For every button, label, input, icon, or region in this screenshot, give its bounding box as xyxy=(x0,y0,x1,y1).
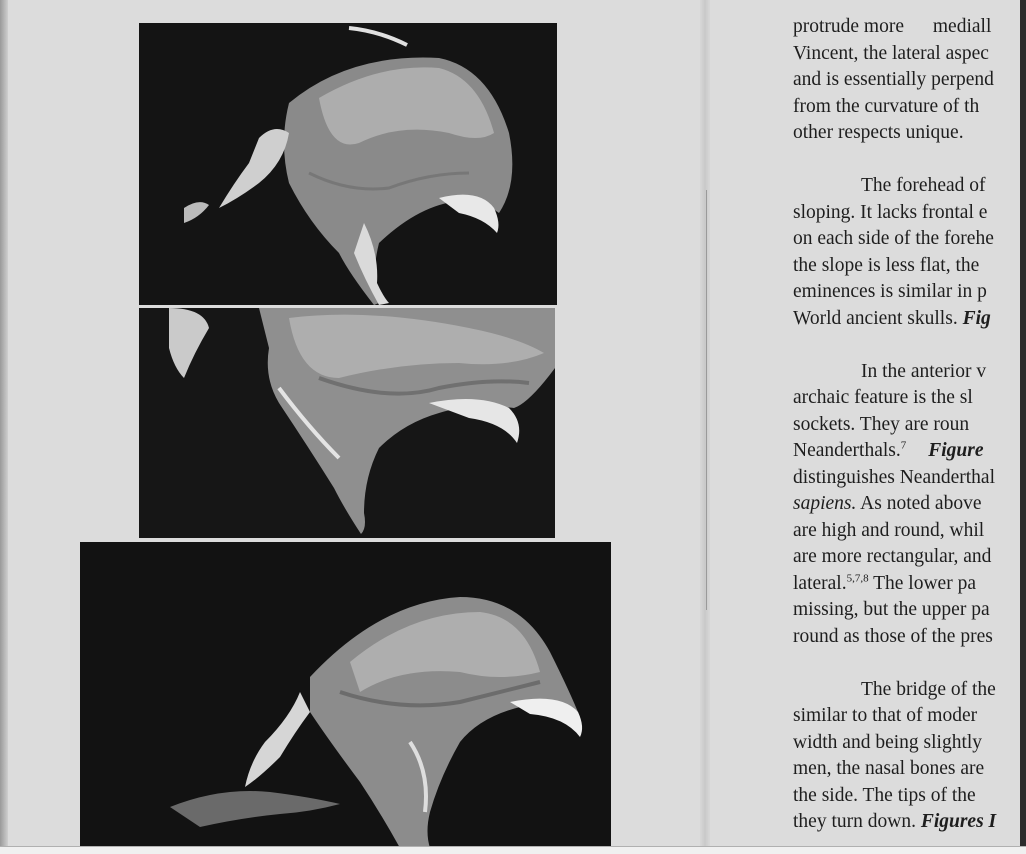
text-line: on each side of the forehe xyxy=(793,228,994,249)
citation-superscript: 5,7,8 xyxy=(846,572,869,584)
text-line: the slope is less flat, the xyxy=(793,254,980,276)
paragraph-gap xyxy=(793,650,1026,677)
text-line: The forehead of xyxy=(861,175,986,196)
text-line xyxy=(793,438,1026,465)
text-line: round as those of the pres xyxy=(793,625,993,647)
page-edge-right xyxy=(1020,0,1026,853)
text-line: missing, but the upper pa xyxy=(793,599,990,620)
text-line: sockets. They are roun xyxy=(793,413,970,435)
text-span: As noted above xyxy=(856,493,982,514)
text-line: eminences is similar in p xyxy=(793,281,987,302)
skull-photo-top xyxy=(139,23,557,305)
text-line: distinguishes Neanderthal xyxy=(793,466,995,488)
paragraph-gap xyxy=(793,332,1026,359)
text-span: protrude more xyxy=(793,16,909,37)
text-line: Vincent, the lateral aspec xyxy=(793,42,989,64)
text-line xyxy=(793,14,1026,41)
text-span: World ancient skulls. xyxy=(793,307,963,329)
figure-reference: Fig xyxy=(962,307,991,329)
text-line: width and being slightly xyxy=(793,731,983,753)
figure-reference: Figures I xyxy=(920,811,997,832)
skull-photo-bottom xyxy=(80,542,611,848)
text-line: and is essentially perpend xyxy=(793,69,994,90)
species-name: sapiens. xyxy=(793,493,857,514)
text-line: archaic feature is the sl xyxy=(793,387,973,408)
text-line: the side. The tips of the xyxy=(793,784,976,806)
book-gutter xyxy=(700,0,710,853)
text-line: from the curvature of th xyxy=(793,95,980,117)
text-line: The bridge of the xyxy=(861,678,996,700)
text-line xyxy=(793,306,1026,333)
skull-photo-middle xyxy=(139,308,555,538)
gutter-shadow-line xyxy=(706,190,707,610)
figure-reference: Figure xyxy=(928,440,984,461)
text-span: they turn down. xyxy=(793,811,921,832)
text-span: mediall xyxy=(932,16,992,37)
text-span: lateral. xyxy=(793,572,847,594)
text-line: men, the nasal bones are xyxy=(793,758,985,779)
text-span: Neanderthals. xyxy=(793,440,901,461)
text-line: similar to that of moder xyxy=(793,705,978,726)
body-text-column xyxy=(793,14,1026,846)
text-line xyxy=(793,491,1026,518)
text-line: sloping. It lacks frontal e xyxy=(793,201,988,223)
page-edge-left xyxy=(0,0,8,853)
paragraph-gap xyxy=(793,147,1026,174)
text-line: In the anterior v xyxy=(861,360,987,382)
text-line xyxy=(793,809,1026,836)
text-line: are high and round, whil xyxy=(793,519,985,541)
text-line: are more rectangular, and xyxy=(793,546,992,567)
text-line xyxy=(793,571,1026,598)
text-span: The lower pa xyxy=(868,572,976,594)
text-line: other respects unique. xyxy=(793,122,964,143)
citation-superscript: 7 xyxy=(900,439,907,452)
